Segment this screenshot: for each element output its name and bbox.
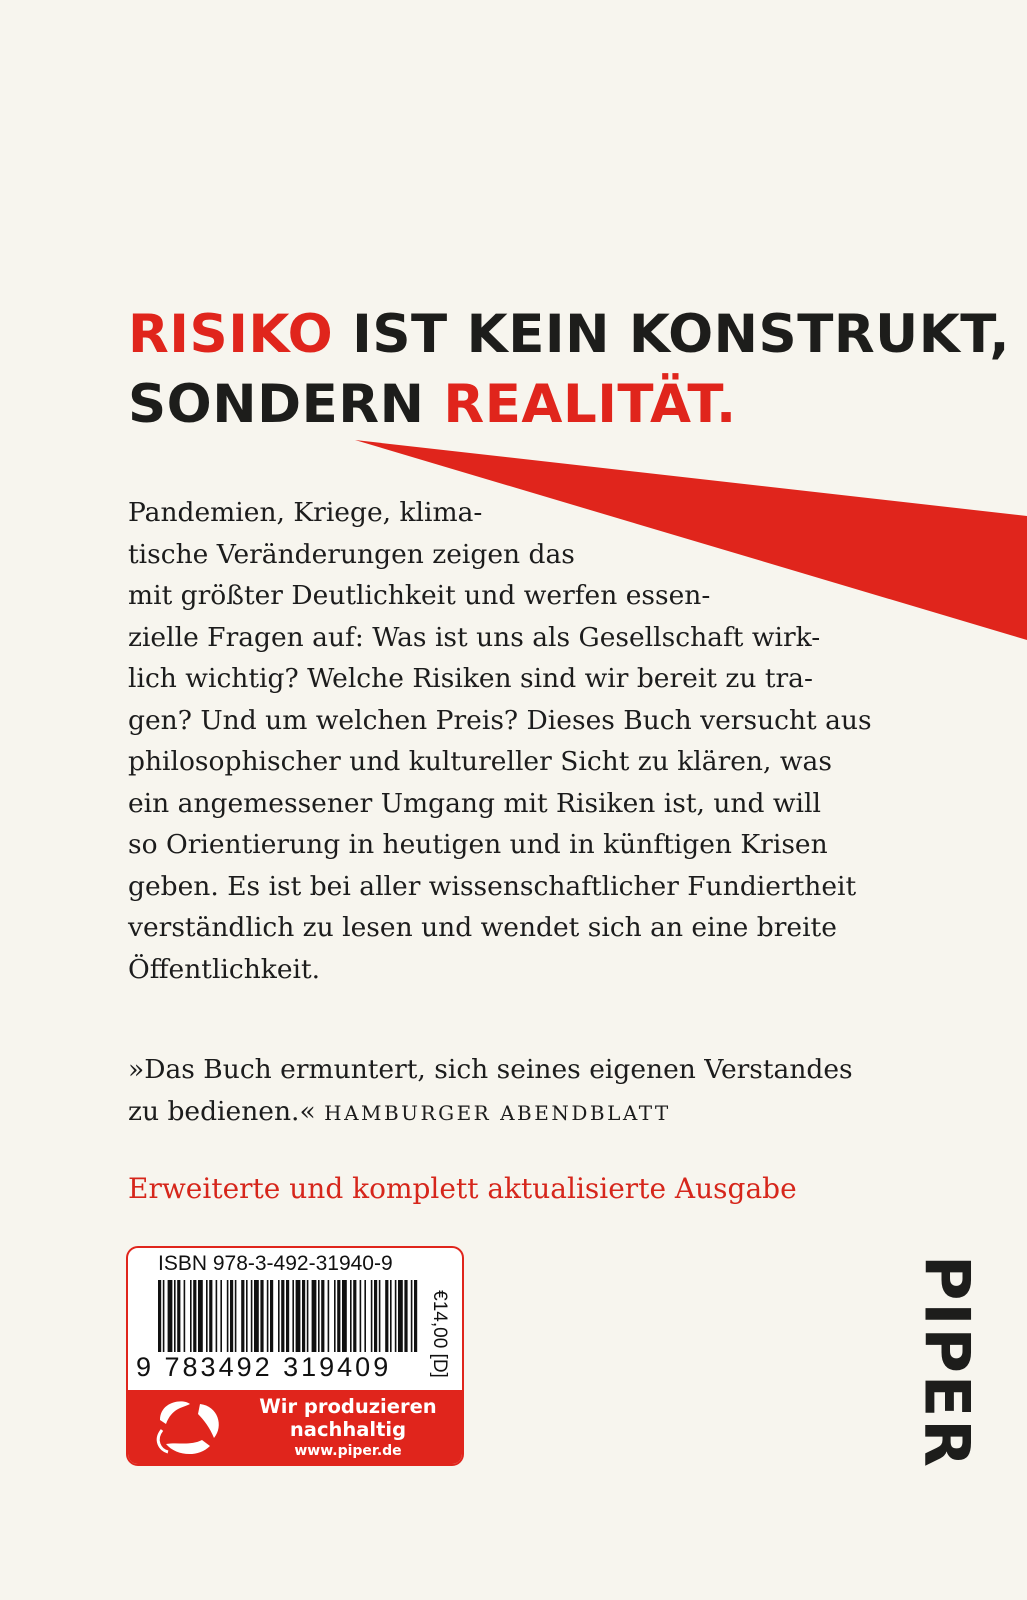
blurb-line: gen? Und um welchen Preis? Dieses Buch versucht aus xyxy=(128,704,872,736)
blurb-line: mit größter Deutlichkeit und werfen essen- xyxy=(128,580,711,611)
isbn-label: ISBN 978-3-492-31940-9 xyxy=(158,1252,393,1275)
blurb-text xyxy=(128,492,888,990)
publisher-logo-text: PIPER xyxy=(910,1254,984,1470)
eco-badge xyxy=(128,1390,462,1464)
blurb-line: ein angemessener Umgang mit Risiken ist, und will xyxy=(128,787,821,819)
headline-line-1-rest: IST KEIN KONSTRUKT, xyxy=(333,304,1010,365)
quote-source: HAMBURGER ABENDBLATT xyxy=(324,1100,671,1125)
blurb-line: geben. Es ist bei aller wissenschaftlicher Fundiertheit xyxy=(128,870,857,902)
blurb-line: lich wichtig? Welche Risiken sind wir bereit zu tra- xyxy=(128,663,813,694)
blurb-line: verständlich zu lesen und wendet sich an eine breite xyxy=(128,912,837,943)
blurb-line: so Orientierung in heutigen und in künftigen Krisen xyxy=(128,829,828,860)
headline-line-2-start: SONDERN xyxy=(128,374,444,435)
eco-text xyxy=(246,1395,450,1461)
headline-risiko: RISIKO xyxy=(128,304,334,365)
press-quote xyxy=(128,1049,853,1134)
blurb-line: zielle Fragen auf: Was ist uns als Gesellschaft wirk- xyxy=(128,621,821,653)
blurb-line: philosophischer und kultureller Sicht zu klären, was xyxy=(128,746,832,777)
eco-line-2: nachhaltig xyxy=(289,1418,407,1441)
price-text: €14,00 [D] xyxy=(429,1290,450,1378)
headline-realitaet: REALITÄT. xyxy=(443,374,737,435)
barcode-sticker xyxy=(126,1246,464,1466)
blurb-line: Pandemien, Kriege, klima- xyxy=(128,497,483,528)
quote-line-2-text: zu bedienen.« xyxy=(128,1095,316,1127)
barcode-bars xyxy=(158,1280,422,1352)
eco-line-1: Wir produzieren xyxy=(259,1395,437,1418)
price-label xyxy=(428,1274,450,1394)
recycle-leaves-icon xyxy=(152,1396,226,1458)
blurb-line: tische Veränderungen zeigen das xyxy=(128,538,575,570)
edition-note: Erweiterte und komplett aktualisierte Ausgabe xyxy=(128,1172,797,1205)
publisher-logo xyxy=(910,1254,984,1470)
quote-line-1: »Das Buch ermuntert, sich seines eigenen Verstandes xyxy=(128,1054,853,1085)
quote-line-2 xyxy=(128,1091,853,1135)
eco-url: www.piper.de xyxy=(294,1443,402,1459)
blurb-line: Öffentlichkeit. xyxy=(128,953,321,985)
ean-digits: 9 783492 319409 xyxy=(136,1352,392,1382)
